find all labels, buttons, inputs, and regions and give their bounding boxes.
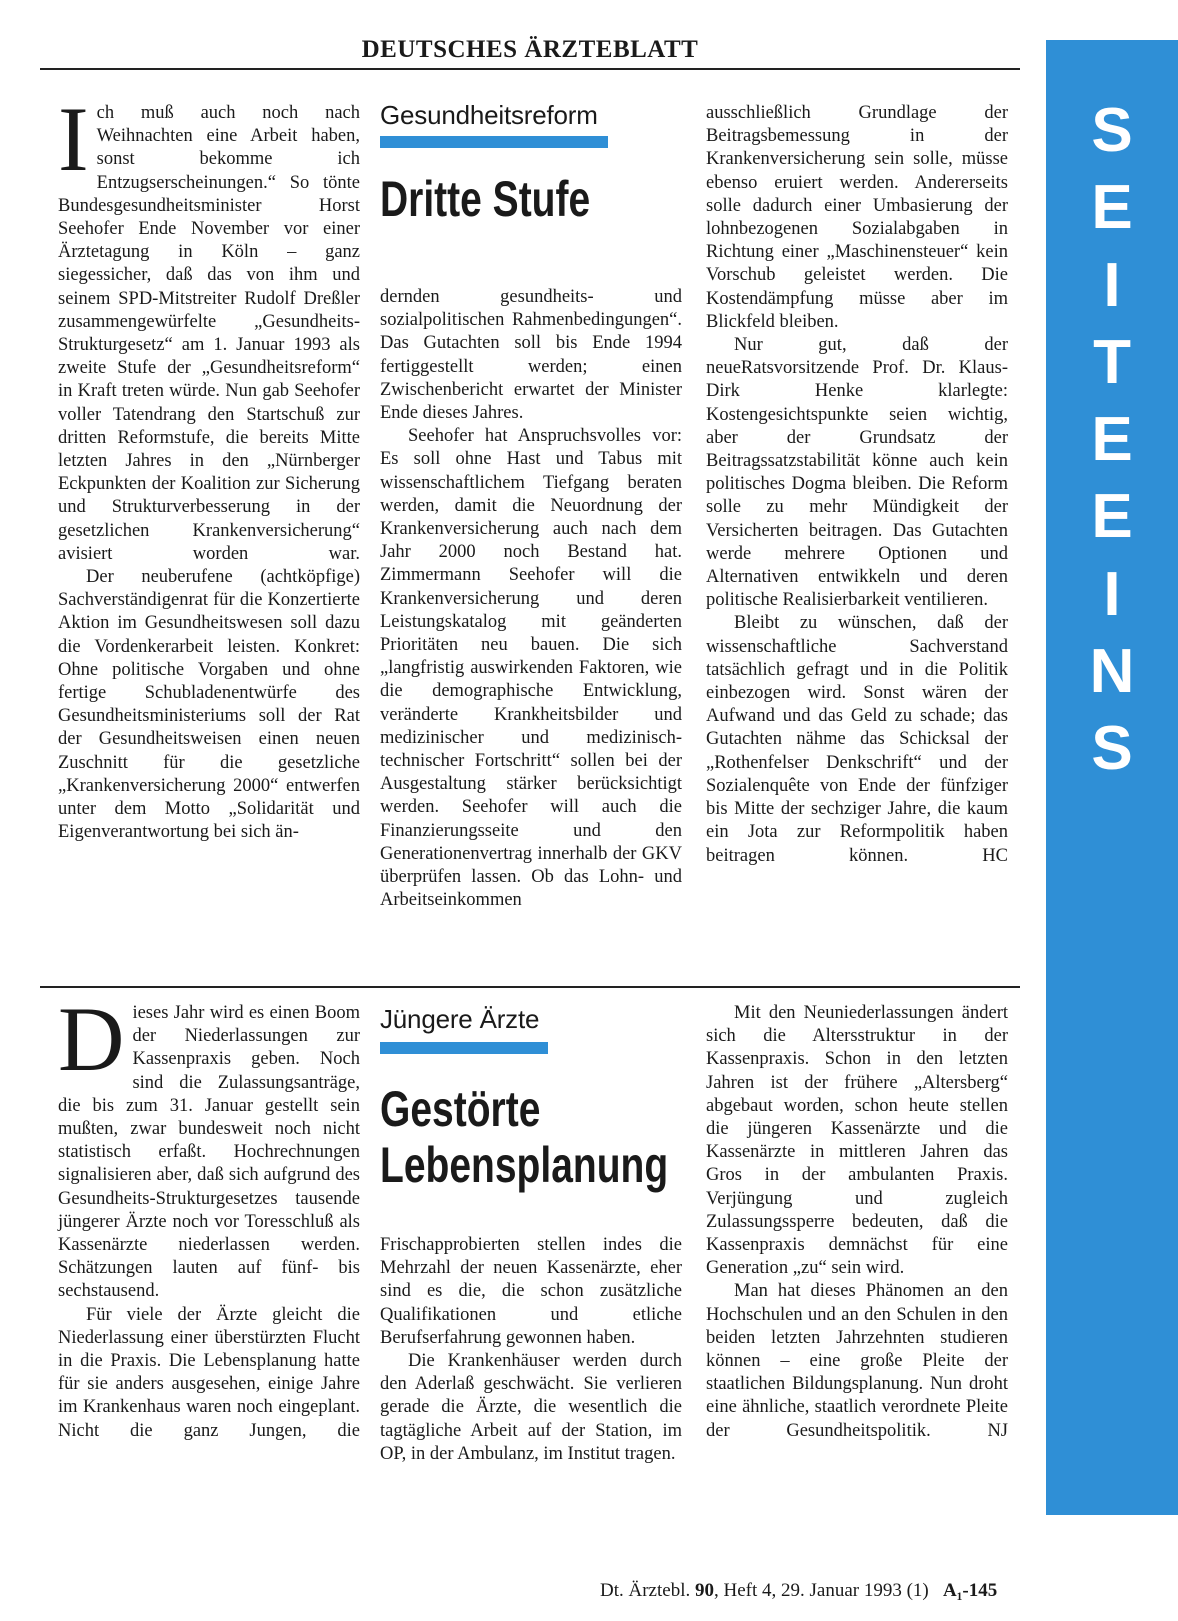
sidebar-letter: S xyxy=(1091,714,1133,783)
section-divider xyxy=(40,986,1020,988)
article1-paragraph: Der neuberufene (achtköpfige) Sachverständigenrat für die Konzertierte Aktion im Gesundheitswesen soll dazu die Vordenkerarbeit leisten. Konkret: Ohne politische Vorgaben und ohne fertige Schubladenentwürfe des Gesundheitsministeriums soll der Rat der Gesundheitsweisen einen neuen Zuschnitt für die gesetzliche „Krankenversicherung 2000“ entwerfen unter dem Motto „Solidarität und Eigenverantwortung bei sich än- xyxy=(58,567,360,843)
article2-paragraph: Frischapprobierten stellen indes die Mehrzahl der neuen Kassenärzte, eher sind es die, die schon zusätzliche Qualifikationen und etliche Berufserfahrung gewonnen haben. xyxy=(380,1235,682,1348)
sidebar-letter: E xyxy=(1091,482,1133,552)
dropcap: I xyxy=(58,88,89,190)
sidebar-letter: I xyxy=(1103,559,1121,629)
article1-kicker-bar xyxy=(380,136,608,148)
masthead: DEUTSCHES ÄRZTEBLATT xyxy=(361,36,699,63)
article2-paragraph: Für viele der Ärzte gleicht die Niederlassung einer überstürzten Flucht in die Praxis. Die Lebensplanung hatte für sie anders ausgesehen, einige Jahre im Krankenhaus waren noch eingeplant. Nicht die ganz Jungen, die xyxy=(58,1304,360,1441)
article1-paragraph: ch muß auch noch nach Weihnachten eine Arbeit haben, sonst bekomme ich Entzugserscheinungen.“ So tönte Bundesgesundheitsminister Horst Seehofer Ende November vor einer Ärztetagung in Köln – ganz siegessicher, daß das von ihm und seinem SPD-Mitstreiter Rudolf Dreßler zusammengewürfelte „Gesundheits-Strukturgesetz“ am 1. Januar 1993 als zweite Stufe der „Gesundheitsreform“ in Kraft treten würde. Nun gab Seehofer voller Tatendrang den Startschuß zur dritten Reformstufe, die bereits Mitte letzten Jahres in den „Nürnberger Eckpunkten der Koalition zur Sicherung und Strukturverbesserung in der gesetzlichen Krankenversicherung“ avisiert worden war. xyxy=(58,103,360,564)
article1-paragraph: Nur gut, daß der neueRatsvorsitzende Prof. Dr. Klaus-Dirk Henke klarlegte: Kostengesichtspunkte seien wichtig, aber der Grundsatz der Beitragssatzstabilität könne auch kein politisches Dogma bleiben. Die Reform solle zu mehr Mündigkeit der Versicherten beitragen. Das Gutachten werde mehrere Optionen und Alternativen entwikkeln und deren politische Realisierbarkeit ventilieren. xyxy=(706,335,1008,611)
article2-paragraph: ieses Jahr wird es einen Boom der Niederlassungen zur Kassenpraxis geben. Noch sind die Zulassungsanträge, die bis zum 31. Januar gestellt sein mußten, zwar bundesweit noch nicht statistisch erfaßt. Hochrechnungen signalisieren aber, daß sich aufgrund des Gesundheits-Strukturgesetzes tausende jüngerer Ärzte noch vor Toresschluß als Kassenärzte niederlassen werden. Schätzungen lauten auf fünf- bis sechstausend. xyxy=(58,1003,360,1302)
article2-paragraph: Man hat dieses Phänomen an den Hochschulen und an den Schulen in den beiden letzten Jahrzehnten studieren können – eine große Pleite der staatlichen Bildungsplanung. Nun droht eine ähnliche, staatlich verordnete Pleite der Gesundheitspolitik. NJ xyxy=(706,1281,1008,1441)
article1-paragraph: Seehofer hat Anspruchsvolles vor: Es soll ohne Hast und Tabus mit wissenschaftlichem Tiefgang beraten werden, damit die Neuordnung der Krankenversicherung auch nach dem Jahr 2000 noch Bestand hat. Zimmermann Seehofer will die Krankenversicherung und deren Leistungskatalog mit geänderten Prioritäten neu bauen. Die sich „langfristig auswirkenden Faktoren, wie die demographische Entwicklung, veränderte Krankheitsbilder und medizinischer und medizinisch-technischer Fortschritt“ sollen bei der Ausgestaltung stärker berücksichtigt werden. Seehofer will auch die Finanzierungsseite und den Generationenvertrag innerhalb der GKV überprüfen lassen. Ob das Lohn- und Arbeitseinkommen xyxy=(380,426,682,911)
sidebar-letter: E xyxy=(1091,173,1133,243)
article2-kicker: Jüngere Ärzte xyxy=(380,1004,540,1034)
page-footer xyxy=(600,1580,997,1602)
article1-paragraph: dernden gesundheits- und sozialpolitischen Rahmenbedingungen“. Das Gutachten soll bis Ende 1994 fertiggestellt werden; einen Zwischenbericht erwartet der Minister Ende dieses Jahres. xyxy=(380,287,682,424)
top-rule xyxy=(40,68,1020,70)
sidebar-letter: E xyxy=(1091,405,1133,474)
article2-paragraph: Die Krankenhäuser werden durch den Aderlaß geschwächt. Sie verlieren gerade die Ärzte, die wesentlich die tagtägliche Arbeit auf der Station, im OP, in der Ambulanz, im Institut tragen. xyxy=(380,1351,682,1464)
sidebar-letter: N xyxy=(1089,636,1135,706)
article1-column1 xyxy=(58,88,360,845)
article1-column2 xyxy=(380,286,682,912)
sidebar-letter: S xyxy=(1091,96,1133,165)
sidebar-letter: T xyxy=(1093,327,1131,397)
article1-kicker: Gesundheitsreform xyxy=(380,100,598,130)
article2-headline-line2: Lebensplanung xyxy=(380,1137,669,1193)
article1-paragraph: Bleibt zu wünschen, daß der wissenschaftliche Sachverstand tatsächlich gefragt und in die Politik einbezogen wird. Sonst wären der Aufwand und das Geld zu schade; das Gutachten nähme das Schicksal der „Rothenfelser Denkschrift“ und der Sozialenquête von Ende der fünfziger bis Mitte der sechziger Jahre, die kaum ein Jota zur Reformpolitik haben beitragen können. HC xyxy=(706,613,1008,866)
article1-headline: Dritte Stufe xyxy=(380,171,591,227)
article2-column3 xyxy=(706,1002,1008,1443)
footer-journal: Dt. Ärztebl. xyxy=(600,1580,691,1601)
article2-kicker-bar xyxy=(380,1042,548,1054)
article2-paragraph: Mit den Neuniederlassungen ändert sich die Altersstruktur in der Kassenpraxis. Schon in den letzten Jahren ist der frühere „Altersberg“ abgebaut worden, schon heute stellen die jüngeren Kassenärzte und die Kassenärzte in mittleren Jahren das Gros in der ambulanten Praxis. Verjüngung und zugleich Zulassungssperre bedeuten, daß die Kassenpraxis demnächst für eine Generation „zu“ sein wird. xyxy=(706,1003,1008,1279)
article2-column1 xyxy=(58,988,360,1443)
footer-volume: 90 xyxy=(694,1580,714,1601)
footer-issue: , Heft 4, 29. Januar 1993 (1) xyxy=(713,1580,929,1601)
dropcap: D xyxy=(58,988,125,1090)
article2-column2 xyxy=(380,1234,682,1466)
sidebar-vertical-label xyxy=(1046,96,1178,783)
page-number: A₁-145 xyxy=(943,1580,998,1601)
sidebar-letter: I xyxy=(1103,250,1121,320)
article2-headline-line1: Gestörte xyxy=(380,1081,541,1137)
article1-paragraph: ausschließlich Grundlage der Beitragsbemessung in der Krankenversicherung sein solle, müsse ebenso eruiert werden. Andererseits solle dadurch einer Umbasierung der lohnbezogenen Sozialabgaben in Richtung einer „Maschinensteuer“ kein Vorschub geleistet werden. Die Kostendämpfung müsse aber im Blickfeld bleiben. xyxy=(706,103,1008,332)
article1-column3 xyxy=(706,102,1008,868)
